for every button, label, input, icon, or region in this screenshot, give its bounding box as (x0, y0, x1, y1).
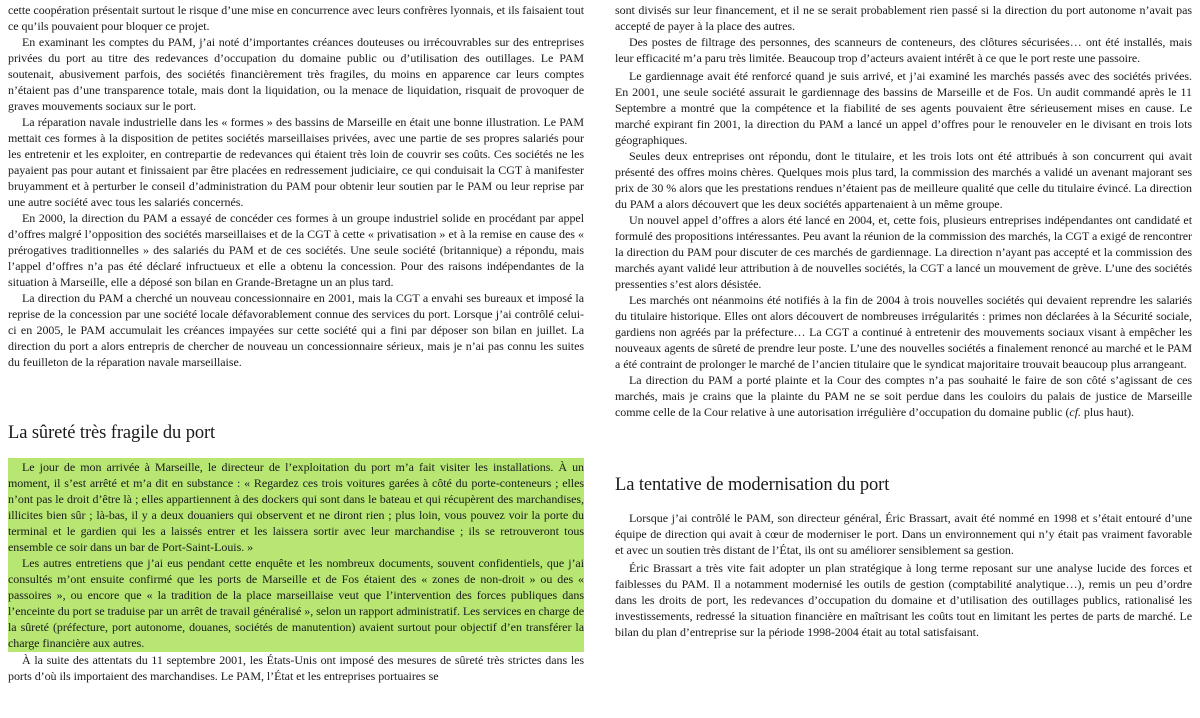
paragraph: La réparation navale industrielle dans les « formes » des bassins de Marseille en était une bonne illustration. Le PAM mettait ces formes à la disposition de petites sociétés marseillaises privées, avec une partie de ses propres salariés pour les entretenir et les exploiter, en contrepartie de redevances qui étaient très loin de couvrir ses coûts. Ces sociétés ne les payaient pas pour autant et finissaient par être placées en redressement judiciaire, ce qui conduisait la CGT à manifester bruyamment et à perturber le conseil d’administration du PAM pour obtenir leur soutien par le PAM ou leur reprise par une autre société avec tous les salariés concernés. (8, 115, 584, 209)
paragraph: cette coopération présentait surtout le risque d’une mise en concurrence avec leurs confrères lyonnais, et ils faisaient tout ce qu’ils pouvaient pour bloquer ce projet. (8, 3, 584, 33)
paragraph: Un nouvel appel d’offres a alors été lancé en 2004, et, cette fois, plusieurs entreprises indépendantes ont candidaté et formulé des propositions intéressantes. Peu avant la réunion de la commission des marchés, la CGT a exigé de rencontrer la direction du PAM pour discuter de ces marchés de gardiennage. La direction n’ayant pas accepté et la commission des marchés ayant validé leur attribution à de nouvelles sociétés, la CGT a lancé un mouvement de grève. L’une des sociétés pressenties s’est alors désistée. (615, 213, 1192, 291)
paragraph: sont divisés sur leur financement, et il ne se serait probablement rien passé si la direction du port autonome n’avait pas accepté de payer à la place des autres. (615, 3, 1192, 33)
section-heading: La tentative de modernisation du port (615, 475, 890, 495)
paragraph (615, 372, 1192, 420)
paragraph: Les autres entretiens que j’ai eus pendant cette enquête et les nombreux documents, souvent confidentiels, que j’ai consultés m’ont ensuite confirmé que les ports de Marseille et de Fos étaient des « zones de non-droit » ou des « passoires », ou encore que « la tradition de la place marseillaise veut que l’intervention des forces publiques dans l’enceinte du port se traduise par un arrêt de travail généralisé », selon un rapport administratif. Les services en charge de la sûreté (préfecture, port autonome, douanes, sociétés de manutention) avaient surtout pour objectif d’en transférer la charge financière aux autres. (8, 556, 584, 650)
paragraph: En examinant les comptes du PAM, j’ai noté d’importantes créances douteuses ou irrécouvrables sur des entreprises privées du port au titre des redevances d’occupation du domaine public ou d’utilisation des outillages. Le PAM soutenait, abusivement parfois, des sociétés financièrement très fragiles, du moins en apparence car leurs comptes n’étaient pas d’une transparence totale, mais dont la liquidation, ou la menace de liquidation, risquait de provoquer de graves mouvements sociaux sur le port. (8, 35, 584, 113)
paragraph: Le gardiennage avait été renforcé quand je suis arrivé, et j’ai examiné les marchés passés avec des sociétés privées. En 2001, une seule société assurait le gardiennage des bassins de Marseille et de Fos. Un audit commandé après le 11 Septembre a montré que la compétence et la fiabilité de ses agents pouvaient être sérieusement mises en cause. Le marché expirant fin 2001, la direction du PAM a lancé un appel d’offres pour le renouveler en le divisant en trois lots géographiques. (615, 69, 1192, 147)
paragraph: Les marchés ont néanmoins été notifiés à la fin de 2004 à trois nouvelles sociétés qui devaient reprendre les salariés du titulaire historique. Elles ont alors découvert de nombreuses irrégularités : primes non déclarées à la Sécurité sociale, gardiens non agréés par la préfecture… La CGT a continué à entretenir des mouvements sociaux visant à empêcher les nouveaux agents de sûreté de prendre leur poste. L’une des nouvelles sociétés a finalement renoncé au marché et le PAM a été contraint de prolonger le marché de l’ancien titulaire que le syndicat majoritaire trouvait beaucoup plus arrangeant. (615, 293, 1192, 371)
paragraph: Éric Brassart a très vite fait adopter un plan stratégique à long terme reposant sur une analyse lucide des forces et faiblesses du PAM. Il a notamment modernisé les outils de gestion (comptabilité analytique…), remis un peu d’ordre dans les droits de port, les redevances d’occupation du domaine et d’utilisation des outillages publics, rationalisé les investissements, redressé la situation financière en maîtrisant les coûts tout en limitant les pertes de parts de marché. Le bilan du plan d’entreprise sur la période 1998-2004 était au total satisfaisant. (615, 561, 1192, 639)
paragraph: Le jour de mon arrivée à Marseille, le directeur de l’exploitation du port m’a fait visiter les installations. À un moment, il s’est arrêté et m’a dit en substance : « Regardez ces trois voitures garées à côté du porte-conteneurs ; elles n’ont pas le droit d’être là ; elles appartiennent à des dockers qui sont dans le bateau et qui récupèrent des marchandises, illicites bien sûr ; là-bas, il y a deux douaniers qui observent et ne diront rien ; plus loin, vous pouvez voir la porte du terminal et le gardien qui les a laissés entrer et les laissera sortir avec leur marchandise ; ils se retrouveront tous ensemble ce soir dans un bar de Port-Saint-Louis. » (8, 460, 584, 554)
highlighted-passage (8, 458, 584, 652)
section-heading: La sûreté très fragile du port (8, 423, 216, 443)
paragraph: À la suite des attentats du 11 septembre 2001, les États-Unis ont imposé des mesures de sûreté très strictes dans les ports d’où ils importaient des marchandises. Le PAM, l’État et les entreprises portuaires se (8, 653, 584, 683)
paragraph: Des postes de filtrage des personnes, des scanneurs de conteneurs, des clôtures sécurisées… ont été installés, mais leur efficacité m’a paru très limitée. Beaucoup trop d’acteurs avaient intérêt à ce que le port reste une passoire. (615, 35, 1192, 65)
paragraph: La direction du PAM a cherché un nouveau concessionnaire en 2001, mais la CGT a envahi ses bureaux et imposé la reprise de la concession par une société locale défavorablement connue des services du port. Lorsque j’ai contrôlé celui-ci en 2005, le PAM accumulait les créances impayées sur cette société qui a fini par déposer son bilan en juillet. La direction du port a alors entrepris de chercher de nouveau un concessionnaire sérieux, mais je n’ai pas connu les suites du feuilleton de la réparation navale marseillaise. (8, 291, 584, 369)
paragraph: Lorsque j’ai contrôlé le PAM, son directeur général, Éric Brassart, avait été nommé en 1998 et s’était entouré d’une équipe de direction qui avait à cœur de moderniser le port. Dans un environnement qui n’y était pas vraiment favorable et avec un soutien très distant de l’État, ils ont su améliorer sensiblement sa gestion. (615, 511, 1192, 557)
paragraph-text: plus haut). (1080, 405, 1134, 419)
right-column (615, 2, 1192, 640)
paragraph-text: La direction du PAM a porté plainte et la Cour des comptes n’a pas souhaité le faire de son côté s’agissant de ces marchés, mais je crains que la plainte du PAM ne se soit perdue dans les couloirs du palais de justice de Marseille comme celle de la Cour relative à une autorisation irrégulière d’occupation du domaine public ( (615, 373, 1192, 419)
cf-abbreviation: cf. (1069, 405, 1081, 419)
paragraph: En 2000, la direction du PAM a essayé de concéder ces formes à un groupe industriel solide en procédant par appel d’offres malgré l’opposition des sociétés marseillaises et de la CGT à cette « privatisation » et à la remise en cause des « prérogatives traditionnelles » des salariés du PAM et de ces sociétés. Une seule société (britannique) a répondu, mais l’appel d’offres n’a pas été déclaré infructueux et elle a obtenu la concession. Pour des raisons indépendantes de la situation à Marseille, elle a déposé son bilan en Grande-Bretagne un an plus tard. (8, 211, 584, 289)
left-column (8, 2, 584, 684)
paragraph: Seules deux entreprises ont répondu, dont le titulaire, et les trois lots ont été attribués à son concurrent qui avait présenté des offres moins chères. Quelques mois plus tard, la commission des marchés a validé un avenant majorant ses prix de 30 % alors que les prestations rendues n’étaient pas de meilleure qualité que celle du titulaire évincé. La direction du PAM a alors découvert que les deux sociétés appartenaient à un même groupe. (615, 149, 1192, 211)
